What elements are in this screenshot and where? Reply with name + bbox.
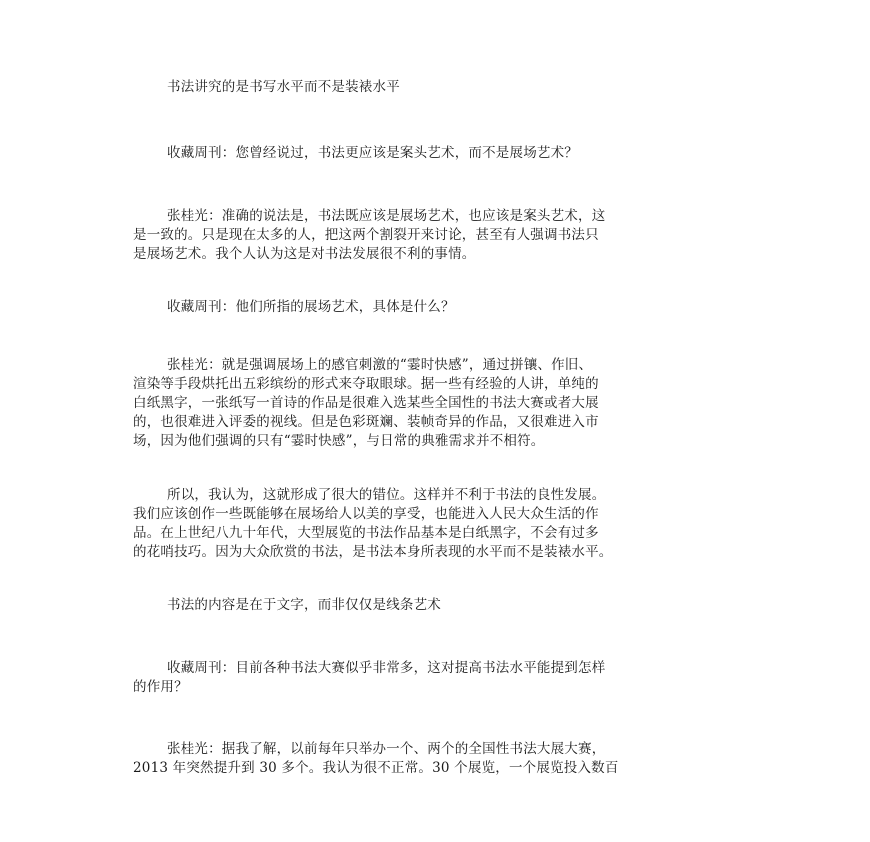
text-line: 2013 年突然提升到 30 多个。我认为很不正常。30 个展览，一个展览投入数百 [133, 760, 619, 776]
text-line: 是一致的。只是现在太多的人，把这两个割裂开来讨论，甚至有人强调书法只 [133, 227, 599, 243]
text-line: 收藏周刊：他们所指的展场艺术，具体是什么？ [167, 299, 455, 315]
text-line: 我们应该创作一些既能够在展场给人以美的享受，也能进入人民大众生活的作 [133, 506, 599, 522]
text-line: 张桂光：据我了解，以前每年只举办一个、两个的全国性书法大展大赛， [167, 741, 606, 757]
question-paragraph-3 [133, 659, 733, 697]
text-line: 是展场艺术。我个人认为这是对书法发展很不利的事情。 [133, 246, 476, 262]
text-line: 收藏周刊：您曾经说过，书法更应该是案头艺术，而不是展场艺术？ [167, 145, 578, 161]
text-line: 的花哨技巧。因为大众欣赏的书法，是书法本身所表现的水平而不是装裱水平。 [133, 544, 613, 560]
text-line: 书法的内容是在于文字，而非仅仅是线条艺术 [167, 597, 441, 613]
text-line: 场，因为他们强调的只有“霎时快感”，与日常的典雅需求并不相符。 [133, 433, 545, 449]
answer-paragraph-3 [133, 486, 733, 562]
text-line: 品。在上世纪八九十年代，大型展览的书法作品基本是白纸黑字，不会有过多 [133, 525, 599, 541]
answer-paragraph-4 [133, 740, 733, 778]
question-paragraph-1 [133, 144, 733, 163]
text-line: 所以，我认为，这就形成了很大的错位。这样并不利于书法的良性发展。 [167, 487, 606, 503]
section-heading-1 [133, 78, 733, 97]
text-line: 收藏周刊：目前各种书法大赛似乎非常多，这对提高书法水平能提到怎样 [167, 660, 606, 676]
text-line: 张桂光：准确的说法是，书法既应该是展场艺术，也应该是案头艺术，这 [167, 208, 606, 224]
section-heading-2 [133, 596, 733, 615]
text-line: 白纸黑字，一张纸写一首诗的作品是很难入选某些全国性的书法大赛或者大展 [133, 395, 599, 411]
text-line: 的，也很难进入评委的视线。但是色彩斑斓、装帧奇异的作品，又很难进入市 [133, 414, 599, 430]
text-line: 书法讲究的是书写水平而不是装裱水平 [167, 79, 400, 95]
text-line: 渲染等手段烘托出五彩缤纷的形式来夺取眼球。据一些有经验的人讲，单纯的 [133, 376, 599, 392]
text-line: 的作用？ [133, 679, 188, 695]
question-paragraph-2 [133, 298, 733, 317]
answer-paragraph-2 [133, 356, 733, 451]
answer-paragraph-1 [133, 207, 733, 264]
text-line: 张桂光：就是强调展场上的感官刺激的“霎时快感”，通过拼镶、作旧、 [167, 357, 593, 373]
